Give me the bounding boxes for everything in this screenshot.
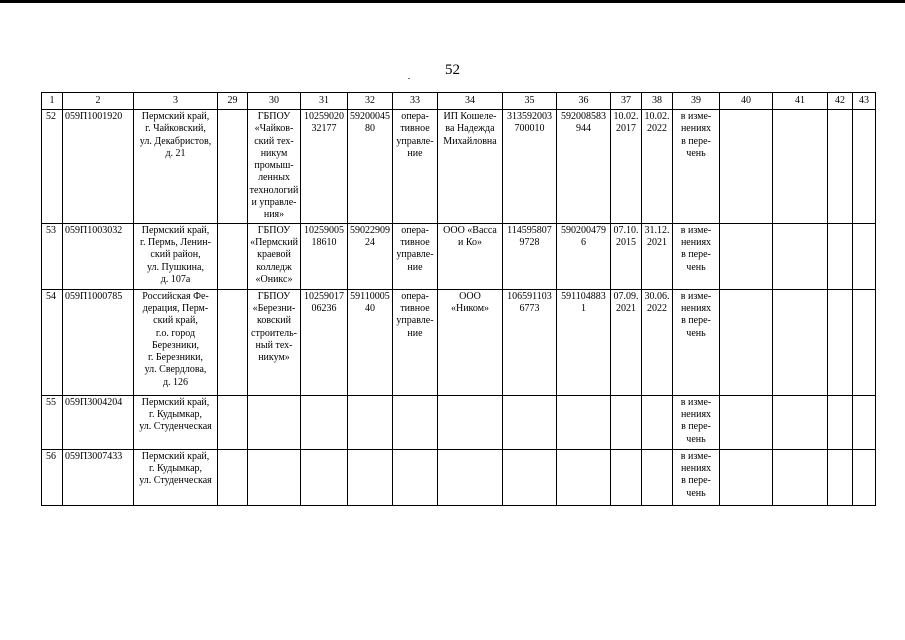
table-header-row	[42, 93, 876, 110]
table-cell: Пермский край, г. Кудымкар, ул. Студенческая	[134, 449, 218, 505]
page-number: 52	[445, 62, 460, 78]
table-cell: 313592003 700010	[503, 110, 557, 224]
table-cell	[828, 289, 853, 395]
table-cell	[773, 110, 828, 224]
table-cell: 10259005 18610	[301, 223, 348, 289]
table-cell	[828, 110, 853, 224]
table-cell: 10259020 32177	[301, 110, 348, 224]
table-cell: 56	[42, 449, 63, 505]
column-header: 43	[853, 93, 876, 110]
column-header: 39	[673, 93, 720, 110]
table-cell	[348, 395, 393, 449]
column-header: 37	[611, 93, 642, 110]
table-row	[42, 289, 876, 395]
table-cell: 590200479 6	[557, 223, 611, 289]
page-top-rule	[0, 0, 905, 3]
table-cell	[828, 395, 853, 449]
table-cell	[438, 395, 503, 449]
table-cell	[611, 395, 642, 449]
column-header: 40	[720, 93, 773, 110]
table-cell	[248, 395, 301, 449]
table-row	[42, 449, 876, 505]
table-cell: 07.09. 2021	[611, 289, 642, 395]
table-cell	[720, 223, 773, 289]
table-cell: 059П1003032	[63, 223, 134, 289]
table-cell: в изме- нениях в пере- чень	[673, 110, 720, 224]
column-header: 42	[828, 93, 853, 110]
table-row	[42, 110, 876, 224]
table-cell	[503, 395, 557, 449]
table-cell: Российская Фе- дерация, Перм- ский край, г.о. город Березники, г. Березники, ул. Свердлова, д. 126	[134, 289, 218, 395]
column-header: 29	[218, 93, 248, 110]
table-cell	[218, 449, 248, 505]
table-cell	[720, 395, 773, 449]
table-cell: ИП Кошеле- ва Надежда Михайловна	[438, 110, 503, 224]
table-cell	[218, 289, 248, 395]
column-header: 1	[42, 93, 63, 110]
table-cell	[248, 449, 301, 505]
column-header: 35	[503, 93, 557, 110]
table-cell: ООО «Васса и Ко»	[438, 223, 503, 289]
column-header: 31	[301, 93, 348, 110]
table-cell: 591104883 1	[557, 289, 611, 395]
table-cell: 59200045 80	[348, 110, 393, 224]
table-row	[42, 223, 876, 289]
table-cell	[301, 449, 348, 505]
table-cell	[642, 395, 673, 449]
table-cell	[720, 449, 773, 505]
table-cell	[853, 449, 876, 505]
table-cell: опера- тивное управле- ние	[393, 110, 438, 224]
table-cell	[828, 223, 853, 289]
table-cell: 07.10. 2015	[611, 223, 642, 289]
table-cell	[853, 223, 876, 289]
scan-artifact	[408, 78, 410, 79]
table-cell	[853, 110, 876, 224]
table-cell	[853, 289, 876, 395]
table-cell	[720, 110, 773, 224]
table-cell	[828, 449, 853, 505]
table-cell: 059П1001920	[63, 110, 134, 224]
table-cell: 106591103 6773	[503, 289, 557, 395]
table-cell	[773, 449, 828, 505]
column-header: 41	[773, 93, 828, 110]
table-cell	[393, 449, 438, 505]
table-cell	[773, 289, 828, 395]
table-cell	[773, 395, 828, 449]
table-cell: 55	[42, 395, 63, 449]
table-cell	[218, 395, 248, 449]
table-cell: ГБПОУ «Пермский краевой колледж «Оникс»	[248, 223, 301, 289]
table-cell	[503, 449, 557, 505]
table-cell: 10.02. 2022	[642, 110, 673, 224]
column-header: 30	[248, 93, 301, 110]
column-header: 2	[63, 93, 134, 110]
table-cell: в изме- нениях в пере- чень	[673, 223, 720, 289]
table-cell	[557, 395, 611, 449]
table-cell: ГБПОУ «Березни- ковский строитель- ный тех- никум»	[248, 289, 301, 395]
table-cell: 10259017 06236	[301, 289, 348, 395]
table-cell: 059П3007433	[63, 449, 134, 505]
table-cell: Пермский край, г. Чайковский, ул. Декабристов, д. 21	[134, 110, 218, 224]
table-row	[42, 395, 876, 449]
table-cell	[557, 449, 611, 505]
column-header: 36	[557, 93, 611, 110]
table-cell	[611, 449, 642, 505]
table-cell: Пермский край, г. Кудымкар, ул. Студенческая	[134, 395, 218, 449]
table-cell: в изме- нениях в пере- чень	[673, 449, 720, 505]
table-cell	[773, 223, 828, 289]
table-cell: опера- тивное управле- ние	[393, 289, 438, 395]
table-cell: в изме- нениях в пере- чень	[673, 289, 720, 395]
registry-table	[41, 92, 876, 506]
table-cell	[438, 449, 503, 505]
column-header: 32	[348, 93, 393, 110]
table-cell	[218, 223, 248, 289]
table-cell: 59022909 24	[348, 223, 393, 289]
table-cell: 059П1000785	[63, 289, 134, 395]
table-cell	[642, 449, 673, 505]
column-header: 34	[438, 93, 503, 110]
table-cell: опера- тивное управле- ние	[393, 223, 438, 289]
table-cell: ГБПОУ «Чайков- ский тех- никум промыш- ленных технологий и управле- ния»	[248, 110, 301, 224]
table-cell: 30.06. 2022	[642, 289, 673, 395]
table-cell	[720, 289, 773, 395]
column-header: 38	[642, 93, 673, 110]
table-cell: 52	[42, 110, 63, 224]
table-cell: Пермский край, г. Пермь, Ленин- ский район, ул. Пушкина, д. 107а	[134, 223, 218, 289]
table-cell: 10.02. 2017	[611, 110, 642, 224]
table-cell	[348, 449, 393, 505]
table-cell: 059П3004204	[63, 395, 134, 449]
table-cell: 53	[42, 223, 63, 289]
table-cell	[301, 395, 348, 449]
column-header: 3	[134, 93, 218, 110]
table-cell	[393, 395, 438, 449]
table-cell	[853, 395, 876, 449]
table-cell	[218, 110, 248, 224]
table-cell: 31.12. 2021	[642, 223, 673, 289]
table-cell: 59110005 40	[348, 289, 393, 395]
table-cell: ООО «Ником»	[438, 289, 503, 395]
table-cell: в изме- нениях в пере- чень	[673, 395, 720, 449]
column-header: 33	[393, 93, 438, 110]
table-cell: 114595807 9728	[503, 223, 557, 289]
table-cell: 54	[42, 289, 63, 395]
table-cell: 592008583 944	[557, 110, 611, 224]
